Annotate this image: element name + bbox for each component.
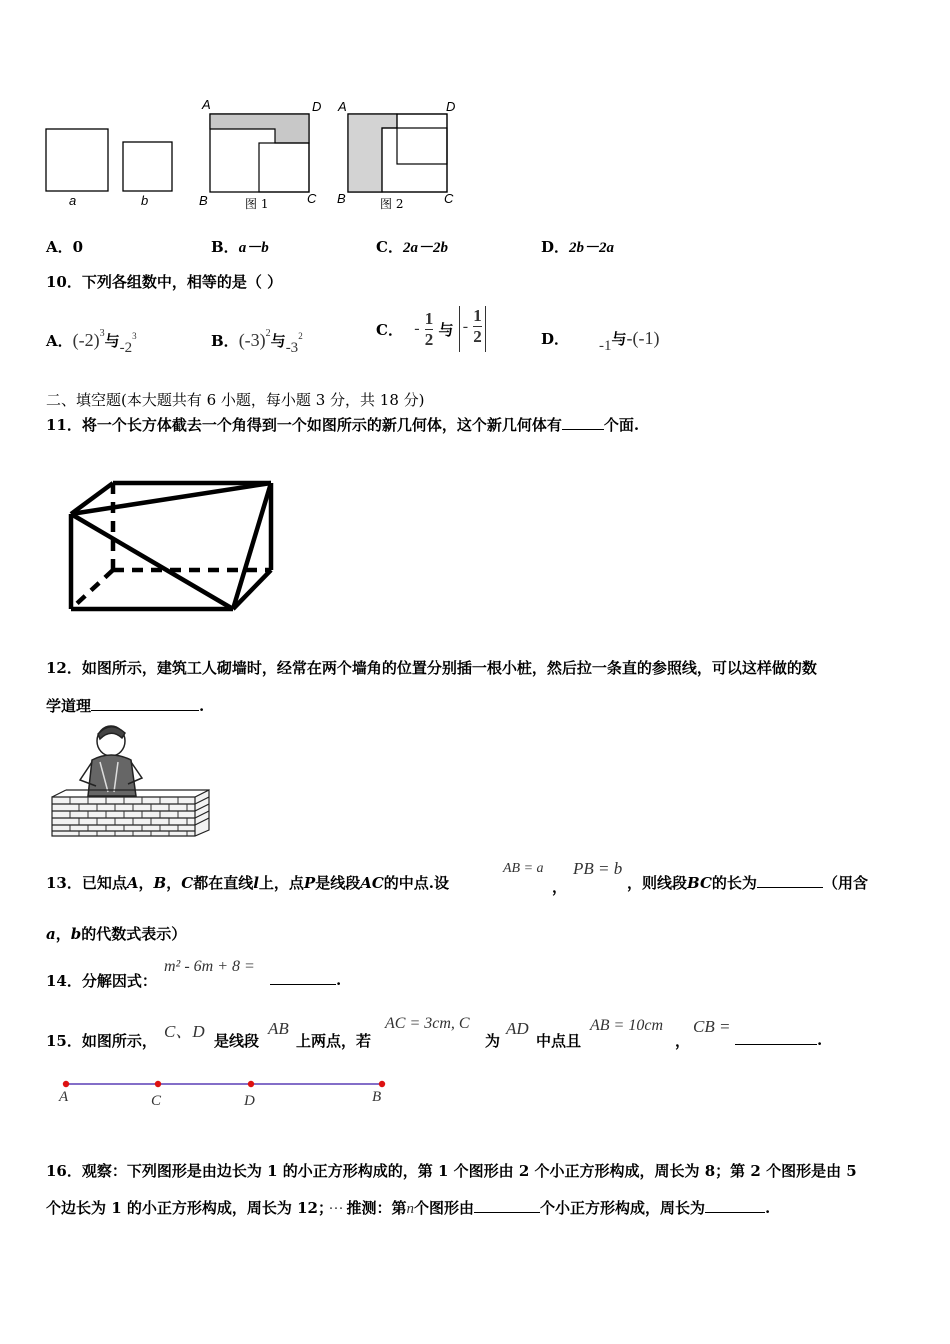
fig2-label-A: A — [338, 99, 347, 114]
q14-stem: 14．分解因式： — [46, 972, 157, 990]
q16-blank-perimeter[interactable] — [705, 1198, 765, 1213]
q10-option-c: C． - $\frac{1}{2}$ 与 - $\frac{1}{2}$ — [376, 306, 486, 356]
point-b — [379, 1081, 385, 1087]
fig1-label-D: D — [312, 99, 322, 114]
label-b: b — [141, 193, 149, 208]
fig1-label-B: B — [199, 193, 208, 208]
q14-answer: . — [270, 970, 341, 989]
q16-blank-count[interactable] — [474, 1198, 540, 1213]
q15-expr-cb: CB = — [693, 1017, 731, 1036]
q10-option-b: B．$(-3)^2$与$-3^2$ — [211, 328, 303, 356]
q15-expr-ab-length: AB = 10cm — [590, 1017, 663, 1034]
fig1-label-C: C — [307, 191, 317, 206]
fraction-one-half: $\frac{1}{2}$ — [424, 308, 434, 349]
q10-option-d: D． -1与-(-1) — [541, 328, 660, 354]
q9-option-b: B．a－b — [211, 238, 269, 256]
point-c — [155, 1081, 161, 1087]
q15-expr-ad: AD — [506, 1019, 529, 1038]
q10-option-a: A．$(-2)^3$与$-2^3$ — [46, 328, 137, 356]
absolute-value: - $\frac{1}{2}$ — [459, 306, 486, 352]
q15-text-1: 是线段 — [214, 1032, 260, 1050]
q16-line2: 个边长为 1 的小正方形构成，周长为 12； ··· 推测：第n个图形由 个小正方形构成，周长为 . — [46, 1199, 771, 1217]
q13-line2: a，b的代数式表示） — [46, 925, 187, 943]
q13-line1-end: ，则线段BC的长为 （用含 — [627, 874, 868, 892]
q13-expr-pb: PB = b — [573, 859, 623, 878]
point-label-b: B — [372, 1089, 382, 1105]
q15-text-5: ， — [675, 1032, 691, 1050]
q15-text-4: 中点且 — [536, 1032, 582, 1050]
point-label-a: A — [59, 1089, 69, 1105]
q15-stem: 15．如图所示， — [46, 1032, 157, 1050]
fig1-label-A: A — [202, 97, 211, 112]
q12-line2: 学道理 . — [46, 697, 205, 715]
point-d — [248, 1081, 254, 1087]
fig2-label-B: B — [337, 191, 346, 206]
q13-comma: ， — [552, 878, 568, 896]
q16-line1: 16．观察：下列图形是由边长为 1 的小正方形构成的，第 1 个图形由 2 个小正方形构成，周长为 8；第 2 个图形是由 5 — [46, 1162, 857, 1180]
q9-option-a: A．0 — [46, 238, 84, 256]
fig2-caption: 图 2 — [380, 197, 404, 211]
q11-stem: 11．将一个长方体截去一个角得到一个如图所示的新几何体，这个新几何体有 个面. — [46, 416, 640, 434]
point-a — [63, 1081, 69, 1087]
q13-expr-ab: AB = a — [503, 861, 544, 876]
q15-text-3: 为 — [485, 1032, 501, 1050]
q15-expr-ac: AC = 3cm, C — [385, 1015, 470, 1032]
q10-stem: 10．下列各组数中，相等的是（ ） — [46, 273, 283, 291]
q15-text-2: 上两点，若 — [296, 1032, 372, 1050]
fig1-caption: 图 1 — [245, 197, 269, 211]
section-heading: 二、填空题(本大题共有 6 小题，每小题 3 分，共 18 分) — [46, 391, 425, 409]
fig2-label-D: D — [446, 99, 456, 114]
q15-expr-ab: AB — [268, 1019, 289, 1038]
point-label-c: C — [151, 1093, 162, 1109]
point-label-d: D — [244, 1093, 255, 1109]
q9-option-d: D．2b－2a — [541, 238, 615, 256]
q15-answer: . — [735, 1030, 822, 1049]
q14-expr: m² - 6m + 8 = — [164, 958, 255, 975]
label-a: a — [69, 193, 77, 208]
fig2-label-C: C — [444, 191, 454, 206]
q15-expr-cd: C、D — [164, 1022, 205, 1041]
q12-line1: 12．如图所示，建筑工人砌墙时，经常在两个墙角的位置分别插一根小桩，然后拉一条直的参照线，可以这样做的数 — [46, 659, 817, 677]
q13-line1: 13．已知点A，B，C都在直线l上，点P是线段AC的中点.设 — [46, 874, 450, 892]
q9-option-c: C．2a－2b — [376, 238, 448, 256]
